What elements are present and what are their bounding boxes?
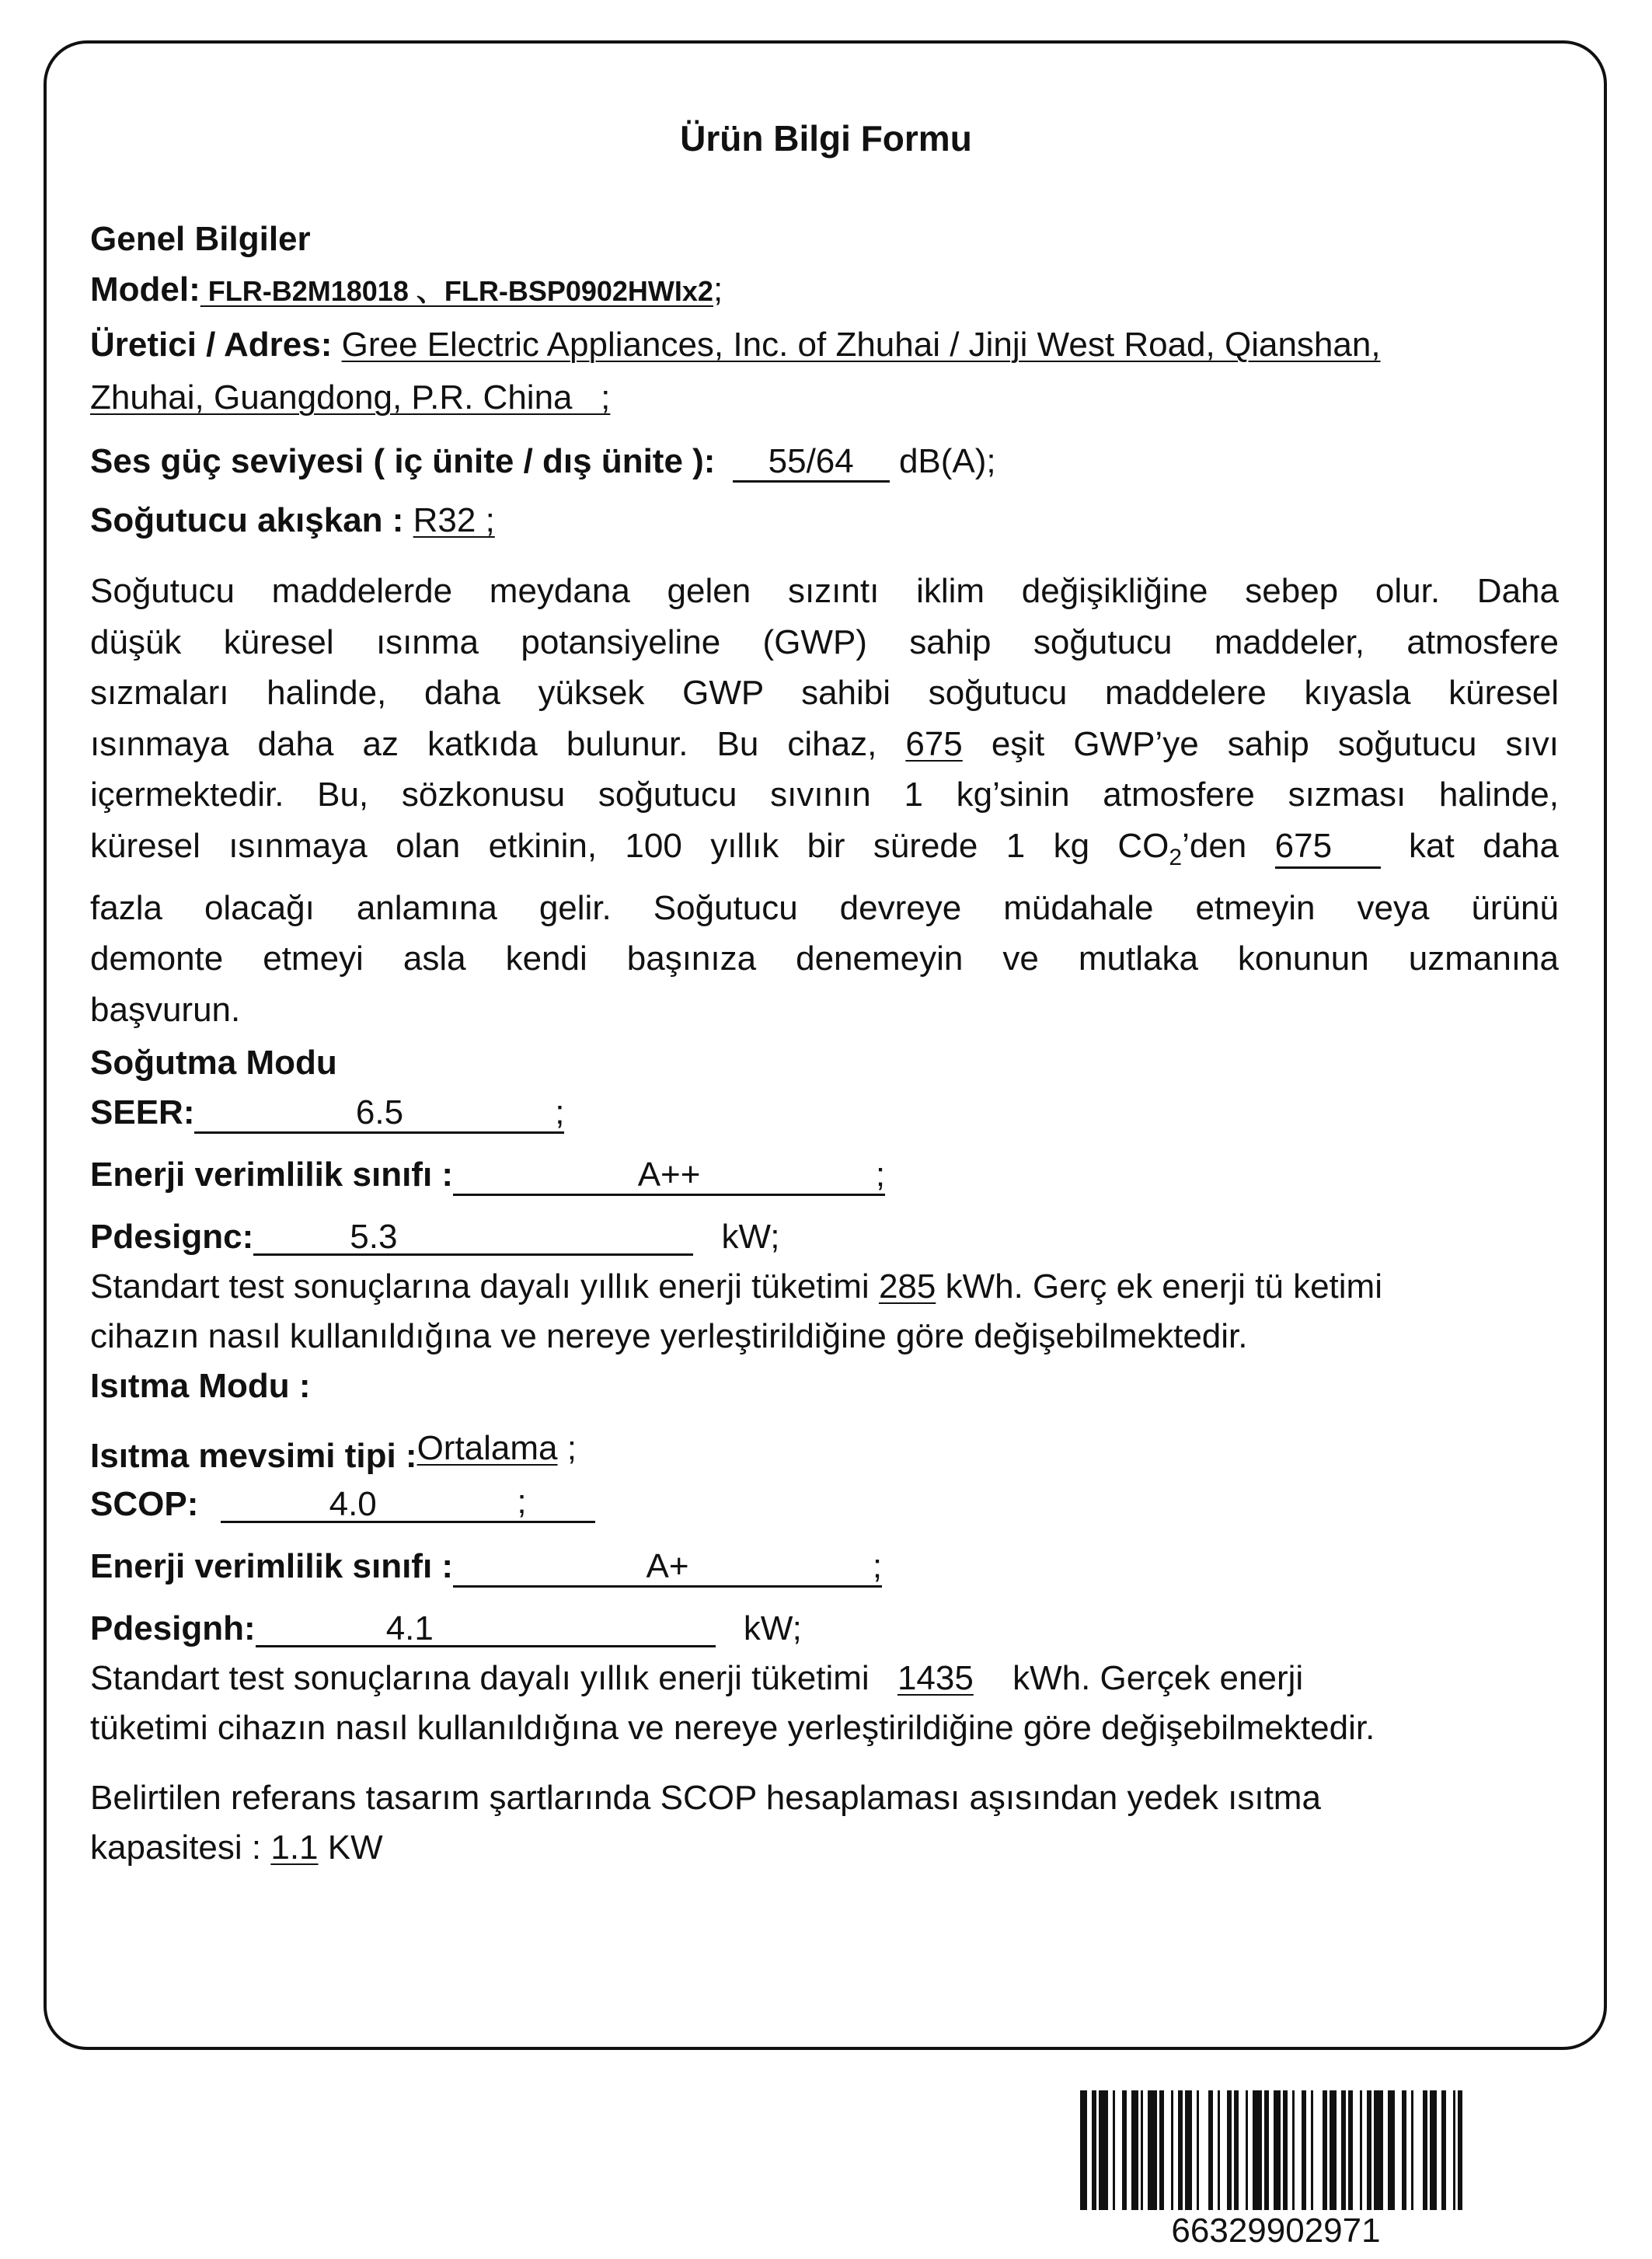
general-heading: Genel Bilgiler bbox=[90, 220, 311, 258]
pdesignh-unit: kW; bbox=[743, 1609, 802, 1647]
heating-class-value: A+ bbox=[646, 1547, 689, 1585]
co2-subscript: 2 bbox=[1169, 844, 1183, 870]
manufacturer-row bbox=[90, 323, 1381, 367]
season-row: Isıtma mevsimi tipi :Ortalama ; bbox=[90, 1429, 577, 1475]
scop-value: 4.0 bbox=[329, 1485, 377, 1523]
gwp-line: düşük küresel ısınma potansiyeline (GWP) sahip soğutucu maddeler, atmosfere bbox=[90, 622, 1559, 661]
model-value: FLR-B2M18018 、FLR-BSP0902HWIx2 bbox=[200, 275, 713, 307]
refrigerant-value: R32 ; bbox=[413, 501, 495, 539]
heating-class-label: Enerji verimlilik sınıfı : bbox=[90, 1547, 454, 1585]
model-row bbox=[90, 268, 723, 313]
refrigerant-label: Soğutucu akışkan : bbox=[90, 501, 404, 539]
seer-value: 6.5 bbox=[355, 1093, 404, 1131]
pdesignc-row bbox=[90, 1215, 779, 1259]
seer-row bbox=[90, 1091, 564, 1135]
gwp-paragraph bbox=[90, 566, 1559, 1035]
pdesignc-value: 5.3 bbox=[253, 1218, 693, 1256]
heating-class-row bbox=[90, 1545, 882, 1588]
gwp-line: içermektedir. Bu, sözkonusu soğutucu sıvının 1 kg’sinin atmosfere sızması halinde, bbox=[90, 776, 1559, 814]
pdesignc-label: Pdesignc: bbox=[90, 1218, 254, 1256]
cooling-annual-row-2: cihazın nasıl kullanıldığına ve nereye yerleştirildiğine göre değişebilmektedir. bbox=[90, 1317, 1248, 1355]
model-label: Model: bbox=[90, 270, 200, 309]
backup-row: Belirtilen referans tasarım şartlarında SCOP hesaplaması aşısından yedek ısıtma bbox=[90, 1779, 1321, 1817]
heating-heading: Isıtma Modu : bbox=[90, 1367, 311, 1405]
sound-value: 55/64 bbox=[733, 443, 890, 483]
cooling-class-row bbox=[90, 1153, 885, 1197]
manufacturer-value-2: Zhuhai, Guangdong, P.R. China ; bbox=[90, 378, 611, 417]
season-label: Isıtma mevsimi tipi : bbox=[90, 1437, 417, 1475]
model-end: ; bbox=[713, 270, 723, 309]
manufacturer-row-2 bbox=[90, 376, 610, 420]
pdesignh-label: Pdesignh: bbox=[90, 1609, 256, 1647]
manufacturer-value-1: Gree Electric Appliances, Inc. of Zhuhai / Jinji West Road, Qianshan, bbox=[341, 326, 1381, 364]
manufacturer-label: Üretici / Adres: bbox=[90, 326, 333, 364]
gwp-line: fazla olacağı anlamına gelir. Soğutucu devreye müdahale etmeyin veya ürünü bbox=[90, 888, 1559, 927]
scop-label: SCOP: bbox=[90, 1485, 199, 1523]
gwp-line: başvurun. bbox=[90, 990, 241, 1029]
heating-annual-value: 1435 bbox=[897, 1659, 974, 1697]
cooling-class-value: A++ bbox=[637, 1156, 701, 1194]
form-title: Ürün Bilgi Formu bbox=[680, 118, 972, 159]
gwp-line: demonte etmeyi asla kendi başınıza denemeyin ve mutlaka konunun uzmanına bbox=[90, 940, 1559, 978]
pdesignh-row bbox=[90, 1607, 802, 1651]
heating-annual-row-2: tüketimi cihazın nasıl kullanıldığına ve nereye yerleştirildiğine göre değişebilmektedir. bbox=[90, 1709, 1375, 1747]
barcode-number: 66329902971 bbox=[1171, 2212, 1381, 2250]
sound-label: Ses güç seviyesi ( iç ünite / dış ünite ): bbox=[90, 442, 716, 480]
gwp-line: ısınmaya daha az katkıda bulunur. Bu cihaz, 675 eşit GWP’ye sahip soğutucu sıvı bbox=[90, 724, 1559, 763]
refrigerant-row bbox=[90, 499, 495, 542]
pdesignh-value: 4.1 bbox=[256, 1610, 716, 1647]
scop-row bbox=[90, 1483, 595, 1526]
scop-value-blank: 4.0 ; bbox=[221, 1486, 595, 1523]
gwp-value: 675 bbox=[905, 724, 963, 763]
backup-row-2: kapasitesi : 1.1 KW bbox=[90, 1828, 383, 1867]
season-value: Ortalama bbox=[416, 1429, 558, 1467]
pdesignc-unit: kW; bbox=[721, 1218, 780, 1256]
cooling-heading: Soğutma Modu bbox=[90, 1044, 337, 1082]
barcode bbox=[1080, 2090, 1472, 2210]
gwp-line: Soğutucu maddelerde meydana gelen sızıntı iklim değişikliğine sebep olur. Daha bbox=[90, 572, 1559, 610]
seer-value-blank: 6.5 ; bbox=[194, 1094, 564, 1134]
cooling-class-blank: A++ ; bbox=[453, 1156, 885, 1196]
sound-unit: dB(A); bbox=[898, 442, 996, 480]
gwp-line: sızmaları halinde, daha yüksek GWP sahibi soğutucu maddelere kıyasla küresel bbox=[90, 674, 1559, 712]
heating-class-blank: A+ ; bbox=[453, 1548, 882, 1588]
cooling-class-label: Enerji verimlilik sınıfı : bbox=[90, 1156, 454, 1194]
seer-label: SEER: bbox=[90, 1093, 195, 1131]
heating-annual-row: Standart test sonuçlarına dayalı yıllık enerji tüketimi 1435 kWh. Gerçek enerji bbox=[90, 1659, 1304, 1697]
backup-value: 1.1 bbox=[270, 1828, 319, 1867]
cooling-annual-value: 285 bbox=[878, 1267, 936, 1306]
sound-row bbox=[90, 440, 996, 483]
gwp-line: küresel ısınmaya olan etkinin, 100 yıllık bir sürede 1 kg $CO_2’den$ 675 kat daha bbox=[90, 826, 1559, 870]
gwp-value-2: 675 bbox=[1275, 826, 1381, 869]
cooling-annual-row: Standart test sonuçlarına dayalı yıllık enerji tüketimi 285 kWh. Gerç ek enerji tü ketimi bbox=[90, 1267, 1382, 1306]
